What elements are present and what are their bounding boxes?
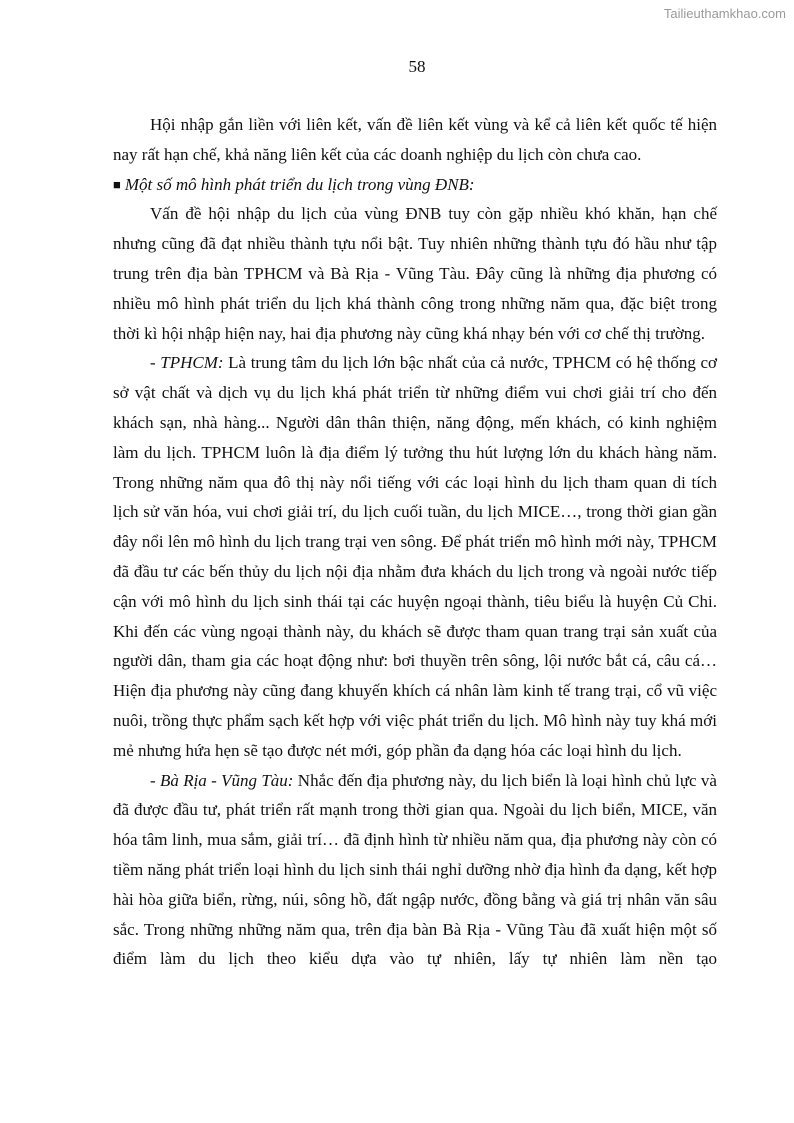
paragraph-tphcm [113, 348, 717, 765]
paragraph-ba-ria-vung-tau [113, 766, 717, 975]
square-bullet-icon: ■ [113, 176, 121, 192]
tphcm-text: Là trung tâm du lịch lớn bậc nhất của cả nước, TPHCM có hệ thống cơ sở vật chất và dịch vụ du lịch khá phát triển từ những điểm vui chơi giải trí cho đến khách sạn, nhà hàng... Người dân thân thiện, năng động, mến khách, có kinh nghiệm làm du lịch. TPHCM luôn là địa điểm lý tưởng thu hút lượng lớn du khách hàng năm. Trong những năm qua đô thị này nổi tiếng với các loại hình du lịch tham quan di tích lịch sử văn hóa, vui chơi giải trí, du lịch cuối tuần, du lịch MICE…, trong thời gian gần đây nổi lên mô hình du lịch trang trại ven sông. Để phát triển mô hình mới này, TPHCM đã đầu tư các bến thủy du lịch nội địa nhằm đưa khách du lịch trong và ngoài nước tiếp cận với mô hình du lịch sinh thái tại các huyện ngoại thành, tiêu biểu là huyện Củ Chi. Khi đến các vùng ngoại thành này, du khách sẽ được tham quan trang trại sản xuất của người dân, tham gia các hoạt động như: bơi thuyền trên sông, lội nước bắt cá, câu cá… Hiện địa phương này cũng đang khuyến khích cá nhân làm kinh tế trang trại, cổ vũ việc nuôi, trồng thực phẩm sạch kết hợp với việc phát triển du lịch. Mô hình này tuy khá mới mẻ nhưng hứa hẹn sẽ tạo được nét mới, góp phần đa dạng hóa các loại hình du lịch. [113, 353, 717, 760]
section-heading-text: Một số mô hình phát triển du lịch trong vùng ĐNB: [124, 174, 475, 194]
paragraph-overview: Vấn đề hội nhập du lịch của vùng ĐNB tuy còn gặp nhiều khó khăn, hạn chế nhưng cũng đã đạt nhiều thành tựu nổi bật. Tuy nhiên những thành tựu đó hầu như tập trung trên địa bàn TPHCM và Bà Rịa - Vũng Tàu. Đây cũng là những địa phương có nhiều mô hình phát triển du lịch khá thành công trong những năm qua, đặc biệt trong thời kì hội nhập hiện nay, hai địa phương này cũng khá nhạy bén với cơ chế thị trường. [113, 204, 717, 343]
ba-ria-vung-tau-label: - Bà Rịa - Vũng Tàu: [150, 770, 294, 790]
section-heading [113, 170, 717, 200]
document-body [113, 110, 717, 974]
paragraph-integration: Hội nhập gắn liền với liên kết, vấn đề liên kết vùng và kể cả liên kết quốc tế hiện nay rất hạn chế, khả năng liên kết của các doanh nghiệp du lịch còn chưa cao. [113, 115, 717, 164]
page-number: 58 [408, 57, 426, 76]
watermark-text: Tailieuthamkhao.com [663, 6, 786, 21]
ba-ria-vung-tau-text: Nhắc đến địa phương này, du lịch biển là loại hình chủ lực và đã được đầu tư, phát triển rất mạnh trong thời gian qua. Ngoài du lịch biển, MICE, văn hóa tâm linh, mua sắm, giải trí… đã định hình từ nhiều năm qua, địa phương này còn có tiềm năng phát triển loại hình du lịch sinh thái nghỉ dưỡng nhờ địa hình đa dạng, kết hợp hài hòa giữa biển, rừng, núi, sông hồ, đất ngập nước, đồng bằng và giá trị nhân văn sâu sắc. Trong những những năm qua, trên địa bàn Bà Rịa - Vũng Tàu đã xuất hiện một số điểm làm du lịch theo kiểu dựa vào tự nhiên, lấy tự nhiên làm nền tạo [113, 770, 717, 969]
tphcm-label: - TPHCM: [150, 353, 224, 373]
